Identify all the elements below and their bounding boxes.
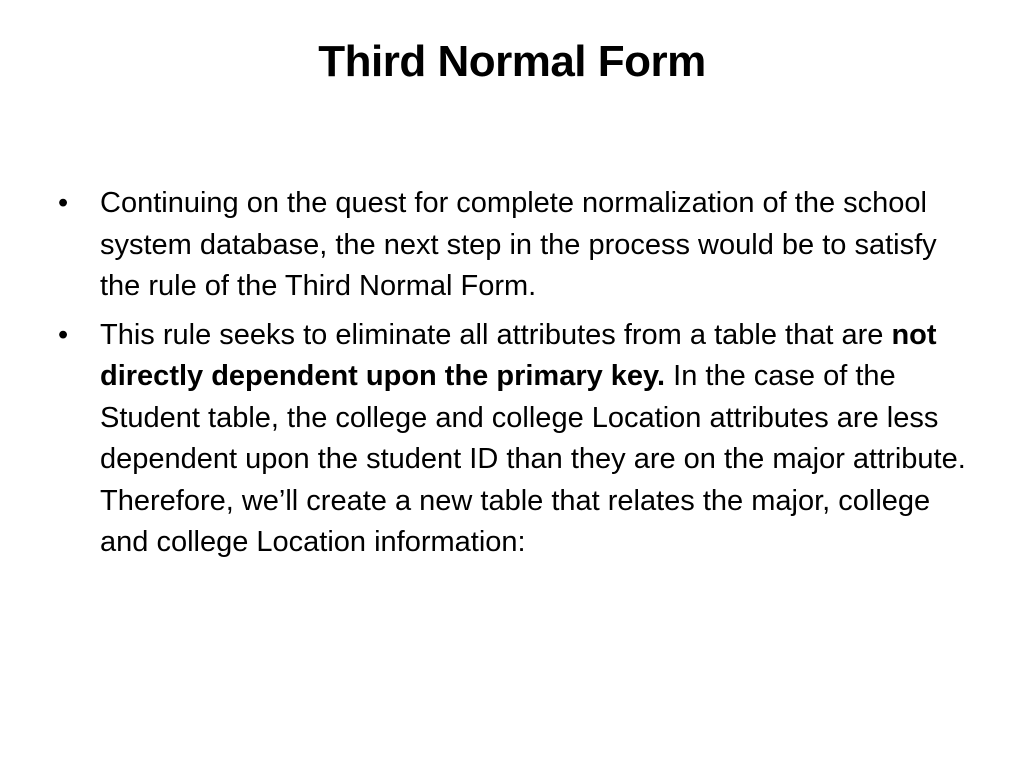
bullet-text-2-bold: not directly dependent upon the primary key.	[100, 318, 937, 392]
bullet-text-2-start: This rule seeks to eliminate all attributes from a table that are	[100, 318, 892, 351]
slide-title: Third Normal Form	[318, 37, 706, 86]
bullet-icon: •	[58, 318, 69, 351]
bullet-list	[58, 183, 978, 571]
bullet-text-2-end: In the case of the Student table, the college and college Location attributes are less dependent upon the student ID than they are on the major attribute. Therefore, we’ll create a new table that relates the major, college and college Location information:	[100, 360, 966, 558]
bullet-item-1	[58, 183, 978, 308]
bullet-text-1: Continuing on the quest for complete normalization of the school system database, the next step in the process would be to satisfy the rule of the Third Normal Form.	[100, 187, 937, 302]
bullet-icon: •	[58, 187, 69, 219]
bullet-item-2	[58, 315, 978, 564]
